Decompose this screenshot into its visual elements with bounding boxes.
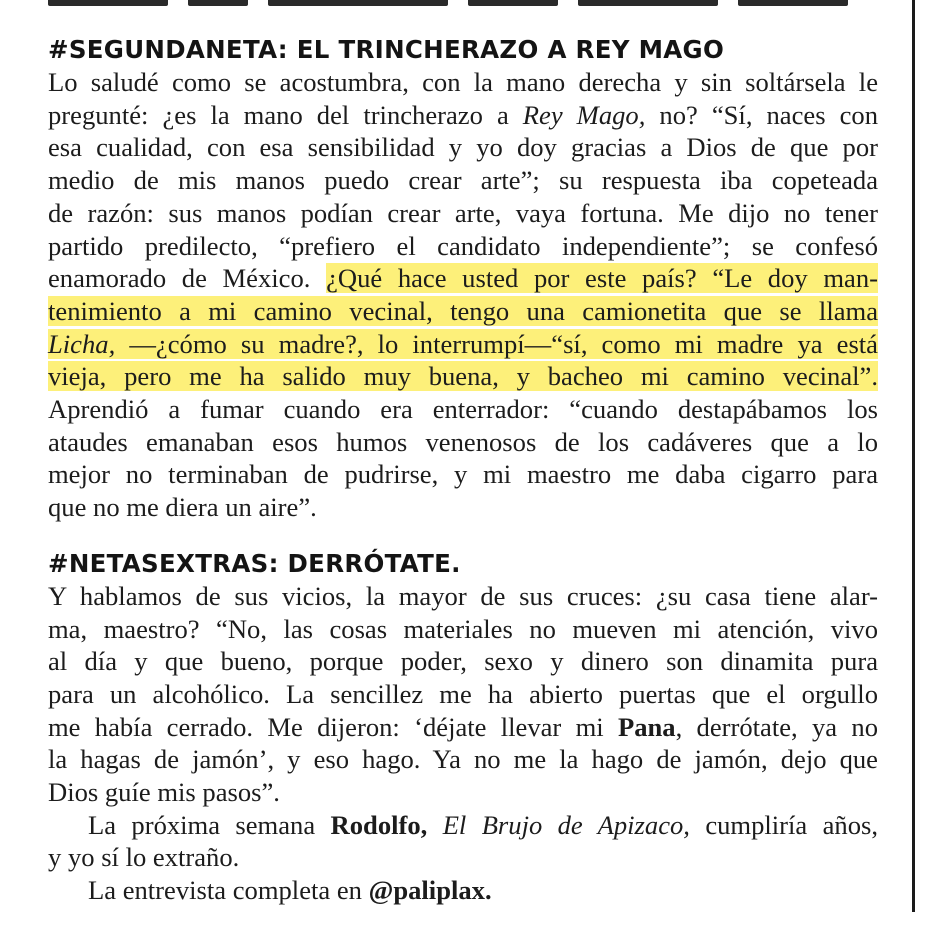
text-line: para un alcohólico. La sencillez me ha abierto puertas que el orgullo [48, 678, 878, 709]
text-line: medio de mis manos puedo crear arte”; su respuesta iba copeteada [48, 165, 878, 196]
section-heading: #NETASEXTRAS: DERRÓTATE. [48, 548, 461, 578]
highlighted-text: vieja, pero me ha salido muy buena, y bacheo mi camino vecinal”. [48, 361, 878, 392]
text-line: La entrevista completa en @paliplax. [88, 875, 492, 906]
highlighted-text: ¿Qué hace usted por este país? “Le doy man- [326, 263, 878, 294]
paragraph [48, 580, 884, 809]
column-rule [912, 0, 915, 912]
paragraph [48, 809, 884, 874]
text-line: al día y que bueno, porque poder, sexo y dinero son dinamita pura [48, 646, 878, 677]
text-line: La próxima semana Rodolfo, El Brujo de Apizaco, cumpliría años, [88, 809, 878, 840]
text-line [48, 360, 878, 393]
text-line: de razón: sus manos podían crear arte, vaya fortuna. Me dijo no tener [48, 197, 878, 228]
text-line: mejor no terminaban de pudrirse, y mi maestro me daba cigarro para [48, 459, 878, 490]
highlighted-text: Licha, —¿cómo su madre?, lo interrumpí—“sí, como mi madre ya está [48, 328, 878, 359]
social-handle: @paliplax. [368, 875, 492, 906]
text-line: y yo sí lo extraño. [48, 842, 240, 873]
text-line: ataudes emanaban esos humos venenosos de los cadáveres que a lo [48, 426, 878, 457]
cut-off-previous-text [48, 0, 848, 10]
bold-name: Rodolfo, [330, 809, 428, 840]
article-column [48, 34, 884, 907]
paragraph [48, 66, 884, 524]
text-line: ma, maestro? “No, las cosas materiales no mueven mi atención, vivo [48, 613, 878, 644]
text-line [48, 295, 878, 328]
text-line: Y hablamos de sus vicios, la mayor de sus cruces: ¿su casa tiene alar- [48, 580, 878, 611]
text-line: la hagas de jamón’, y eso hago. Ya no me la hago de jamón, dejo que [48, 744, 878, 775]
text-line: Aprendió a fumar cuando era enterrador: “cuando destapábamos los [48, 394, 878, 425]
text-line: enamorado de México. ¿Qué hace usted por este país? “Le doy man- [48, 263, 878, 294]
text-line: que no me diera un aire”. [48, 492, 317, 523]
text-line: Dios guíe mis pasos”. [48, 777, 280, 808]
text-line: Lo saludé como se acostumbra, con la mano derecha y sin soltársela le [48, 67, 878, 97]
section-heading: #SEGUNDANETA: EL TRINCHERAZO A REY MAGO [48, 35, 725, 64]
text-line: pregunté: ¿es la mano del trincherazo a Rey Mago, no? “Sí, naces con [48, 99, 878, 130]
highlighted-text: tenimiento a mi camino vecinal, tengo una camionetita que se llama [48, 295, 878, 326]
text-line: partido predilecto, “prefiero el candidato independiente”; se confesó [48, 230, 878, 261]
text-line: me había cerrado. Me dijeron: ‘déjate llevar mi Pana, derrótate, ya no [48, 711, 878, 742]
text-line: esa cualidad, con esa sensibilidad y yo doy gracias a Dios de que por [48, 132, 878, 163]
text-line [48, 328, 878, 361]
paragraph [48, 874, 884, 907]
